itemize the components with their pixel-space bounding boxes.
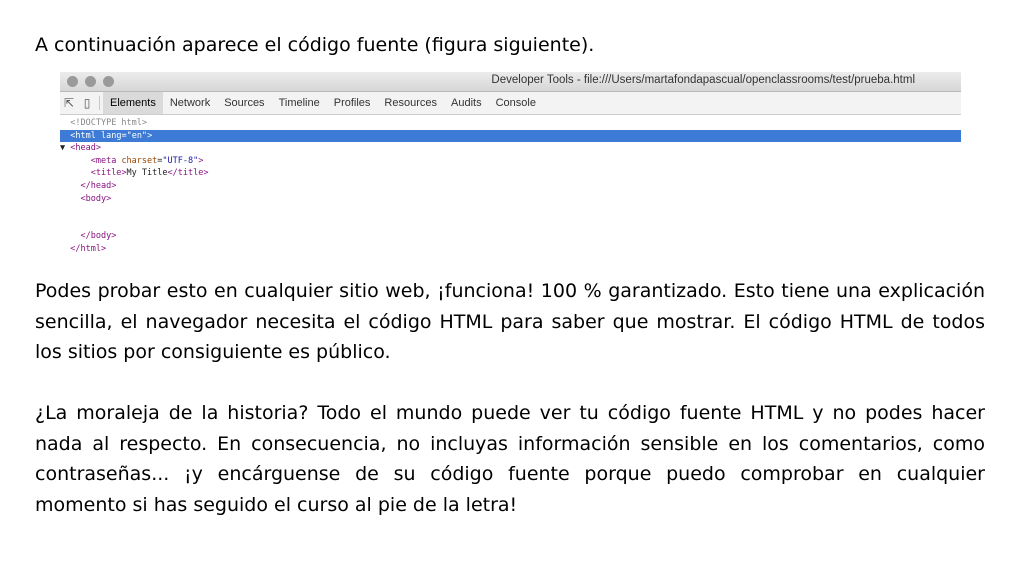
tab-console[interactable]: Console <box>495 97 536 109</box>
dom-node-head-close: </head> <box>80 180 117 191</box>
zoom-window-dot[interactable] <box>103 76 114 87</box>
expand-triangle-icon[interactable]: ▼ <box>60 143 66 154</box>
tab-audits[interactable]: Audits <box>451 97 482 109</box>
dom-blank-line <box>60 218 961 231</box>
tab-network[interactable]: Network <box>169 97 211 109</box>
devtools-toolbar <box>60 92 961 115</box>
dom-node-body[interactable]: <body> <box>80 193 112 204</box>
dom-node-body-close: </body> <box>80 231 117 242</box>
dom-tree <box>60 115 961 256</box>
devtools-titlebar <box>60 72 961 92</box>
tab-timeline[interactable]: Timeline <box>278 97 320 109</box>
tab-elements[interactable]: Elements <box>103 92 163 114</box>
dom-blank-line <box>60 205 961 218</box>
inspect-element-icon[interactable]: ⇱ <box>63 96 75 110</box>
tab-sources[interactable]: Sources <box>224 97 265 109</box>
window-controls <box>67 76 114 87</box>
dom-node-head[interactable]: ▼ <head> <box>60 143 101 154</box>
minimize-window-dot[interactable] <box>85 76 96 87</box>
dom-node-title[interactable]: <title>My Title</title> <box>90 168 209 179</box>
dom-node-html-close: </html> <box>70 243 107 254</box>
paragraph-moral: ¿La moraleja de la historia? Todo el mundo puede ver tu código fuente HTML y no podes hacer nada al respecto. En consecuencia, no incluyas información sensible en los comentarios, como contraseñas... ¡y encárguense de su código fuente porque puedo comprobar en cualquier momento si has seguido el curso al pie de la letra! <box>35 402 985 516</box>
toolbar-divider <box>99 96 100 110</box>
device-mode-icon[interactable]: ▯ <box>83 96 91 110</box>
dom-node-doctype[interactable]: <!DOCTYPE html> <box>70 118 148 128</box>
close-window-dot[interactable] <box>67 76 78 87</box>
paragraph-explanation: Podes probar esto en cualquier sitio web, ¡funciona! 100 % garantizado. Esto tiene una explicación sencilla, el navegador necesita el código HTML para saber que mostrar. El código HTML de todos los sitios por consiguiente es público. <box>35 280 985 363</box>
dom-node-meta[interactable]: <meta charset="UTF-8"> <box>90 155 204 166</box>
devtools-window-title: Developer Tools - file:///Users/martafondapascual/openclassrooms/test/prueba.html <box>491 74 915 86</box>
tab-resources[interactable]: Resources <box>384 97 437 109</box>
tab-profiles[interactable]: Profiles <box>333 97 371 109</box>
dom-node-html-selected[interactable]: <html lang="en"> <box>60 130 961 143</box>
intro-text: A continuación aparece el código fuente (figura siguiente). <box>35 34 595 56</box>
devtools-screenshot <box>60 72 961 262</box>
